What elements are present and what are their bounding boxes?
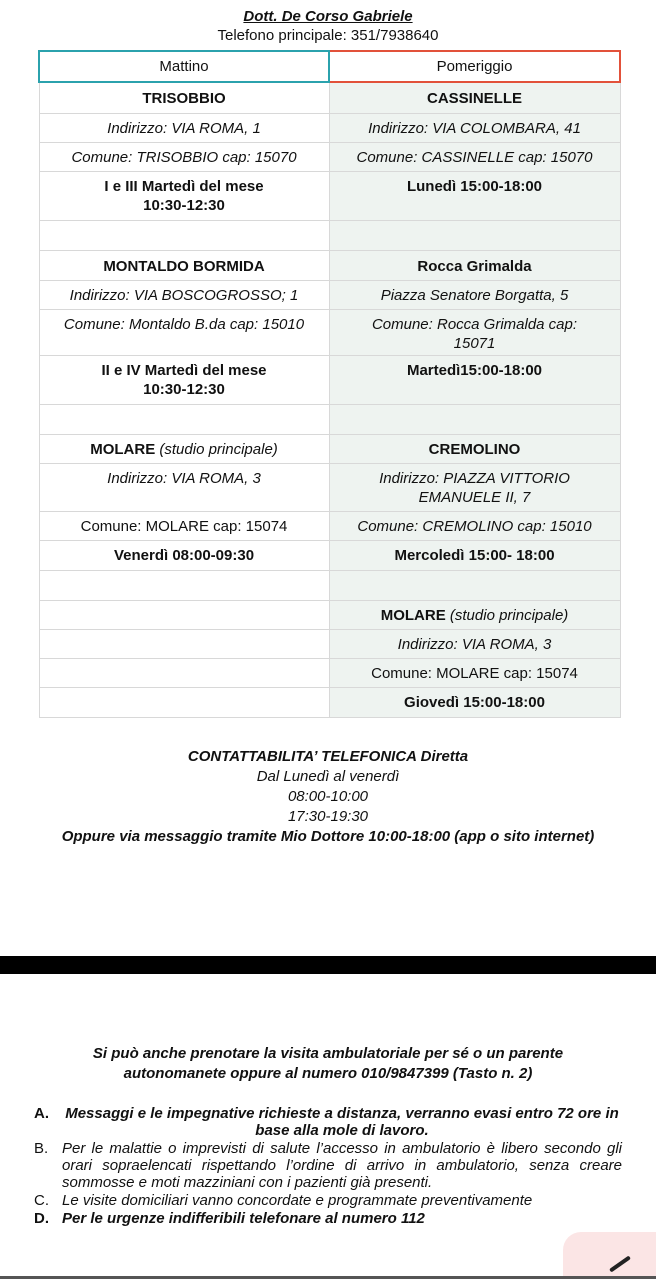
- list-item: [34, 1210, 622, 1227]
- contact-message: Oppure via messaggio tramite Mio Dottore 10:00-18:00 (app o sito internet): [61, 828, 595, 845]
- location-address: Indirizzo: VIA ROMA, 3: [329, 629, 620, 658]
- rule-text: Per le urgenze indifferibili telefonare al numero 112: [62, 1210, 425, 1227]
- location-address: Indirizzo: VIA COLOMBARA, 41: [329, 113, 620, 142]
- location-address: Indirizzo: VIA ROMA, 1: [39, 113, 329, 142]
- table-row: [39, 600, 620, 629]
- table-row: [39, 280, 620, 309]
- location-town: Comune: TRISOBBIO cap: 15070: [39, 142, 329, 171]
- list-item: [34, 1105, 622, 1139]
- schedule-days: Lunedì 15:00-18:00: [329, 171, 620, 220]
- rule-letter: A.: [34, 1105, 49, 1122]
- table-row: [39, 540, 620, 570]
- empty-row: [39, 404, 620, 434]
- rules-list: [34, 1105, 622, 1228]
- location-name: CASSINELLE: [329, 82, 620, 113]
- schedule-table: [38, 50, 621, 718]
- empty-row: [39, 220, 620, 250]
- empty-row: [39, 570, 620, 600]
- table-row: [39, 687, 620, 717]
- days-label: II e IV Martedì del mese: [101, 361, 267, 379]
- table-row: [39, 434, 620, 463]
- rule-text: Messaggi e le impegnative richieste a distanza, verranno evasi entro 72 ore in base alla mole di lavoro.: [65, 1105, 619, 1139]
- afternoon-column-header: Pomeriggio: [329, 51, 620, 82]
- location-town: Comune: MOLARE cap: 15074: [39, 511, 329, 540]
- morning-column-header: Mattino: [39, 51, 329, 82]
- location-note: (studio principale): [449, 606, 569, 624]
- location-name-text: MOLARE: [90, 440, 156, 458]
- schedule-days: Giovedì 15:00-18:00: [329, 687, 620, 717]
- location-name: TRISOBBIO: [39, 82, 329, 113]
- table-row: [39, 355, 620, 404]
- location-address: Indirizzo: PIAZZA VITTORIO EMANUELE II, 7: [329, 463, 620, 511]
- table-row: [39, 171, 620, 220]
- contact-slot-2: 17:30-19:30: [287, 808, 369, 825]
- location-town: Comune: MOLARE cap: 15074: [329, 658, 620, 687]
- days-label: I e III Martedì del mese: [104, 177, 264, 195]
- table-header-row: [39, 51, 620, 82]
- location-name: [39, 434, 329, 463]
- location-note: (studio principale): [159, 440, 278, 458]
- table-row: [39, 463, 620, 511]
- contact-title: CONTATTABILITA’ TELEFONICA Diretta: [187, 748, 469, 765]
- main-phone: Telefono principale: 351/7938640: [217, 27, 439, 44]
- location-name: [329, 600, 620, 629]
- doctor-name: Dott. De Corso Gabriele: [243, 8, 413, 25]
- table-row: [39, 82, 620, 113]
- list-item: [34, 1140, 622, 1191]
- location-name: MONTALDO BORMIDA: [39, 250, 329, 280]
- contact-slot-1: 08:00-10:00: [287, 788, 369, 805]
- location-name-text: MOLARE: [380, 606, 446, 624]
- location-town: Comune: CREMOLINO cap: 15010: [329, 511, 620, 540]
- schedule-days: [39, 355, 329, 404]
- table-row: [39, 309, 620, 355]
- location-name: Rocca Grimalda: [329, 250, 620, 280]
- list-item: [34, 1192, 622, 1209]
- location-name: CREMOLINO: [329, 434, 620, 463]
- table-row: [39, 511, 620, 540]
- location-address: Piazza Senatore Borgatta, 5: [329, 280, 620, 309]
- schedule-days: Venerdì 08:00-09:30: [39, 540, 329, 570]
- table-row: [39, 142, 620, 171]
- schedule-days: Mercoledì 15:00- 18:00: [329, 540, 620, 570]
- table-row: [39, 658, 620, 687]
- divider-bar: [0, 956, 656, 974]
- table-row: [39, 629, 620, 658]
- hours-label: 10:30-12:30: [143, 380, 225, 398]
- location-town: Comune: CASSINELLE cap: 15070: [329, 142, 620, 171]
- contact-days: Dal Lunedì al venerdì: [256, 768, 400, 785]
- location-address: Indirizzo: VIA ROMA, 3: [39, 463, 329, 511]
- schedule-days: [39, 171, 329, 220]
- booking-note: Si può anche prenotare la visita ambulatoriale per sé o un parente autonomanete oppure al numero 010/9847399 (Tasto n. 2): [92, 1045, 564, 1082]
- schedule-days: Martedì15:00-18:00: [329, 355, 620, 404]
- rule-letter: D.: [34, 1210, 49, 1227]
- rule-letter: B.: [34, 1140, 49, 1157]
- rule-letter: C.: [34, 1192, 49, 1209]
- location-town: Comune: Montaldo B.da cap: 15010: [39, 309, 329, 355]
- floating-edit-button[interactable]: [563, 1232, 656, 1279]
- rule-text: Per le malattie o imprevisti di salute l’accesso in ambulatorio è libero secondo gli orari sopraelencati rispettando l’ordine di arrivo in ambulatorio, senza creare sommosse e moti mazziniani con i pazienti già presenti.: [62, 1140, 622, 1191]
- rule-text: Le visite domiciliari vanno concordate e programmate preventivamente: [62, 1192, 533, 1209]
- phone-contact-section: [40, 747, 616, 847]
- location-address: Indirizzo: VIA BOSCOGROSSO; 1: [39, 280, 329, 309]
- table-row: [39, 113, 620, 142]
- location-town: Comune: Rocca Grimalda cap: 15071: [329, 309, 620, 355]
- table-row: [39, 250, 620, 280]
- hours-label: 10:30-12:30: [143, 196, 225, 214]
